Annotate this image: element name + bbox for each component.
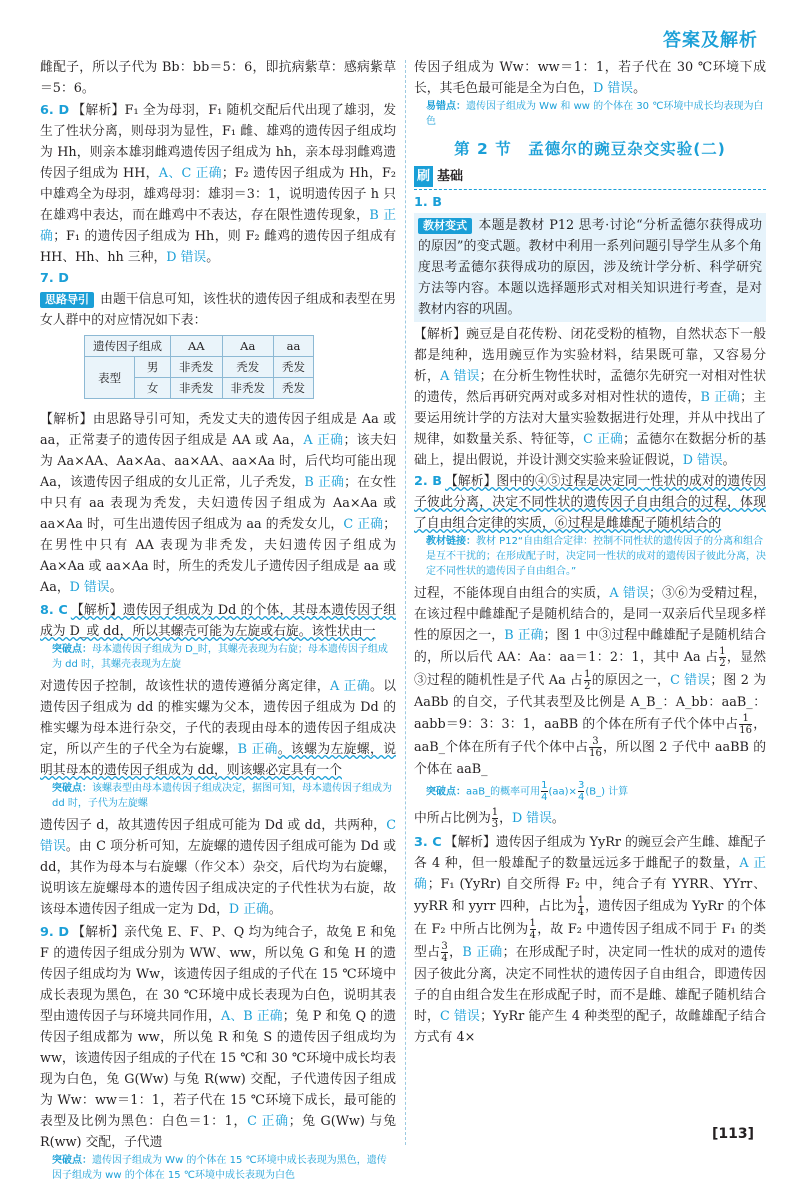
denominator: 4: [541, 792, 548, 803]
thinking-guide: [40, 289, 396, 331]
analysis-text: ；在分析生物性状时，孟德尔先研究一对相对性状的遗传，然后再研究两对或多对相对性状的遗传，: [414, 369, 767, 405]
table-cell-sex: 男: [135, 357, 171, 378]
question-7-header: [40, 268, 396, 289]
analysis-text: 【解析】图中的④⑤过程是决定同一性状的成对的遗传因子彼此分离，决定不同性状的遗传因子自由组合的过程，体现了自由组合定律的实质，⑥过程是雌雄配子随机结合的: [414, 474, 767, 531]
table-cell: 秃发: [274, 378, 314, 399]
tip-label: 突破点：: [52, 783, 92, 794]
basics-label: 基础: [437, 169, 464, 184]
verdict: C 正确: [343, 517, 384, 532]
analysis-text: ；F₁ (YyRr) 自交所得 F₂ 中，纯合子有 YYRR、YYrr、yyRR 和 yyrr 四种，占比为: [414, 877, 766, 914]
tip-text: aaB_的概率可用: [466, 786, 541, 798]
table-row-label: 表型: [85, 357, 135, 399]
fraction: [530, 918, 536, 941]
left-column: [40, 57, 396, 1187]
analysis-text: 的原因之一，: [591, 673, 671, 688]
numerator: 1: [719, 646, 726, 657]
analysis-text: ，所以图 2 子代中 aaBB 的个体在 aaB_: [414, 740, 767, 777]
breakthrough-tip: [426, 780, 766, 803]
question-8: [40, 600, 396, 642]
question-number: 8. C: [40, 603, 68, 618]
verdict: C 正确: [247, 1114, 289, 1129]
question-number: 7. D: [40, 271, 69, 286]
analysis-text: 【解析】亲代兔 E、F、P、Q 均为纯合子，故兔 E 和兔 F 的遗传因子组成分别为 WW、ww，所以兔 G 和兔 H 的遗传因子组成均为 Ww，该遗传因子组成的子代在 15 ℃环境中成长表现为黑色，在 30 ℃环境中成长表现为白色，说明其表型由遗传因子与环境共同作用，: [40, 925, 397, 1024]
analysis-text: 对遗传因子控制，故该性状的遗传遵循分离定律，: [40, 679, 330, 694]
verdict: B 正确: [237, 742, 278, 757]
denominator: 4: [441, 953, 448, 964]
verdict: C 正确: [583, 432, 624, 447]
denominator: 2: [584, 681, 591, 692]
column-divider: [405, 60, 406, 1145]
analysis-text: ，故 F₂ 中遗传因子组成不同于 F₁ 的类型占: [414, 922, 766, 960]
verdict: B 正确: [504, 628, 544, 643]
fraction: [578, 895, 584, 918]
analysis-text: ；在形成配子时，决定同一性状的成对的遗传因子彼此分离，决定不同性状的遗传因子自由组合，即遗传因子的自由组合发生在形成配子时，而不是雌、雄配子随机结合时，: [414, 945, 767, 1024]
question-2-cont: [414, 583, 766, 780]
denominator: 2: [719, 658, 726, 669]
question-number: 1. B: [414, 195, 442, 210]
numerator: 1: [584, 669, 591, 680]
carryover-text: 雌配子，所以子代为 Bb：bb＝5：6，即抗病紫草：感病紫草＝5：6。: [40, 60, 396, 96]
analysis-text: ；兔 G(Ww) 与兔 R(ww) 交配，子代遗: [40, 1114, 396, 1150]
verdict: C 错误: [40, 818, 396, 854]
tip-label: 突破点：: [52, 1155, 92, 1166]
numerator: 3: [589, 736, 602, 748]
fraction: [492, 807, 498, 830]
numerator: 1: [739, 713, 752, 725]
analysis-text: ；兔 P 和兔 Q 的遗传因子组成都为 ww，所以兔 R 和兔 S 的遗传因子组成均为 ww，该遗传因子组成的子代在 15 ℃和 30 ℃环境中成长均表现为白色，兔 G(Ww) 与兔 R(ww) 交配，子代遗传因子组成为 Ww：ww＝1：1，若子代在 15 ℃环境下成长，最可能的表型及比例为黑色：白色＝1：1，: [40, 1009, 397, 1129]
analysis-text: ；③⑥为受精过程，在该过程中雌雄配子是随机结合的，是同一双亲后代呈现多样性的原因之一，: [414, 586, 767, 643]
question-6: [40, 100, 396, 268]
table-cell: 非秃发: [171, 357, 223, 378]
question-number: 9. D: [40, 925, 70, 940]
denominator: 4: [529, 930, 536, 941]
verdict: B 正确: [700, 390, 741, 405]
analysis-text: ，: [499, 811, 512, 826]
question-3: [414, 832, 766, 1048]
analysis-text: 中所占比例为: [414, 811, 491, 826]
denominator: 4: [577, 792, 585, 803]
fraction: [584, 669, 590, 692]
table-row: [85, 357, 314, 378]
basics-mark: 刷: [414, 166, 433, 187]
question-number: 6. D: [40, 103, 70, 118]
breakthrough-tip: [52, 1153, 396, 1183]
analysis-text: ；图 2 为 AaBb 的自交，子代其表型及比例是 A_B_：A_bb：aaB_：aabb＝9：3：3：1，aaBB 的个体在所有子代个体中占: [414, 673, 767, 732]
textbook-variant-box: [414, 213, 766, 322]
question-number: 2. B: [414, 474, 443, 489]
fraction: [719, 646, 725, 669]
page-number: [113]: [711, 1126, 754, 1142]
mistake-tip: [426, 99, 766, 129]
punctuation: 。: [722, 453, 736, 468]
verdict: D 错误: [682, 453, 723, 468]
table-header-cell: Aa: [222, 336, 274, 357]
verdict: A 错误: [609, 586, 649, 601]
tip-text: (aa)×: [548, 786, 577, 798]
verdict: D 错误: [593, 81, 634, 96]
guide-text: 由题干信息可知，该性状的遗传因子组成和表型在男女人群中的对应情况如下表：: [40, 292, 396, 328]
verdict: C 错误: [440, 1009, 481, 1024]
tip-label: 教材链接：: [426, 536, 476, 547]
table-cell: 非秃发: [171, 378, 223, 399]
analysis-text: 【解析】F₁ 全为母羽，F₁ 随机交配后代出现了雄羽，发生了性状分离，则母羽为显性，F₁ 雌、雄鸡的遗传因子组成均为 Hh，则亲本雄羽雌鸡遗传因子组成为 hh，亲本母羽雌鸡遗传因子组成为 HH，: [40, 103, 397, 181]
analysis-text: ，: [448, 945, 463, 960]
analysis-text: ，显然③过程的随机性是子代 Aa 占: [414, 650, 767, 688]
analysis-text: ；该夫妇为 Aa×AA、Aa×Aa、aa×AA、aa×Aa 时，后代均可能出现 Aa，该遗传因子组成的女儿正常，儿子秃发，: [40, 433, 396, 490]
punctuation: 。: [109, 580, 123, 595]
question-8-cont2: [40, 815, 396, 920]
analysis-text: ；图 1 中③过程中雌雄配子是随机结合的，所以后代 AA：Aa：aa＝1：2：1，其中 Aa 占: [414, 628, 766, 665]
punctuation: 。: [268, 902, 282, 917]
table-cell: 秃发: [274, 357, 314, 378]
punctuation: 。: [633, 81, 646, 96]
textbook-link-tip: [426, 534, 766, 579]
variant-text: 本题是教材 P12 思考·讨论“分析孟德尔获得成功的原因”的变式题。教材中利用一系列问题引导学生从多个角度思考孟德尔获得成功的原因，涉及统计学分析、科学研究方法等内容。本题以选择题形式对相关知识进行考查，是对教材内容的巩固。: [418, 218, 762, 317]
analysis-text: ，aaB_个体在所有子代个体中占: [414, 717, 766, 755]
basics-heading: [414, 166, 766, 190]
tip-label: 易错点：: [426, 101, 466, 112]
denominator: 4: [577, 907, 585, 918]
analysis-text: 遗传因子 d，故其遗传因子组成可能为 Dd 或 dd，共两种，: [40, 818, 387, 833]
analysis-text: ；在男性中只有 AA 表现为非秃发，夫妇遗传因子组成为 Aa×Aa 或 aa×Aa 时，所生的秃发儿子遗传因子组成是 aa 或 Aa，: [40, 517, 396, 595]
table-cell: 非秃发: [222, 378, 274, 399]
tip-text: 母本遗传因子组成为 D_时，其螺壳表现为右旋；母本遗传因子组成为 dd 时，其螺壳表现为左旋: [52, 644, 388, 670]
verdict: B 正确: [40, 208, 396, 244]
denominator: 16: [589, 748, 602, 759]
tip-label: 突破点：: [52, 644, 92, 655]
numerator: 3: [441, 941, 448, 952]
question-2: [414, 471, 766, 534]
verdict: A 正确: [329, 679, 371, 694]
verdict: A 正确: [414, 856, 767, 892]
question-number: 3. C: [414, 835, 442, 850]
tip-text: 遗传因子组成为 Ww 和 ww 的个体在 30 ℃环境中成长均表现为白色: [426, 101, 764, 127]
question-2-cont2: [414, 807, 766, 830]
punctuation: 。: [551, 811, 565, 826]
table-header-cell: 遗传因子组成: [85, 336, 171, 357]
fraction: [739, 713, 752, 736]
verdict: D 错误: [511, 811, 552, 826]
fraction: [541, 780, 547, 803]
breakthrough-tip: [52, 781, 396, 811]
fraction: [441, 941, 447, 964]
table-header-row: [85, 336, 314, 357]
numerator: 3: [577, 780, 585, 791]
tip-text: 教材 P12“自由组合定律：控制不同性状的遗传因子的分离和组合是互不干扰的；在形成配子时，决定同一性状的成对的遗传因子彼此分离，决定不同性状的遗传因子自由组合。”: [426, 536, 766, 577]
question-9: [40, 922, 396, 1153]
table-header-cell: aa: [274, 336, 314, 357]
analysis-text: 过程，不能体现自由组合的实质，: [414, 586, 610, 601]
analysis-text: ；F₂ 遗传因子组成为 Hh，F₂ 中雄鸡全为母羽，雄鸡母羽：雄羽＝3：1，说明遗传因子 h 只在雄鸡中表达，而在雌鸡中不表达，存在限性遗传现象，: [40, 166, 397, 223]
question-8-cont: [40, 676, 396, 781]
thinking-guide-badge: 思路导引: [40, 292, 94, 308]
verdict: A、B 正确: [220, 1009, 283, 1024]
denominator: 3: [491, 819, 499, 830]
verdict: A 错误: [440, 369, 480, 384]
tip-text: (B_) 计算: [585, 786, 629, 798]
question-1-header: [414, 192, 766, 213]
analysis-text: ；主要运用统计学的方法对大量实验数据进行处理，并从中找出了规律，如数量关系、特征等，: [414, 390, 766, 447]
numerator: 1: [577, 895, 585, 906]
genotype-phenotype-table: [84, 335, 314, 399]
analysis-text: ，遗传因子组成为 YyRr 的个体在 F₂ 中所占比例为: [414, 899, 766, 937]
table-cell: 秃发: [222, 357, 274, 378]
right-column: [414, 57, 766, 1048]
analysis-text: ；在女性中只有 aa 表现为秃发，夫妇遗传因子组成为 Aa×Aa 或 aa×Aa 时，可生出遗传因子组成为 aa 的秃发女儿，: [40, 475, 397, 532]
header-title: 答案及解析: [663, 30, 758, 51]
analysis-text: 【解析】由思路导引可知，秃发丈夫的遗传因子组成是 Aa 或 aa，正常妻子的遗传因子组成是 AA 或 Aa，: [40, 412, 396, 448]
verdict: B 正确: [304, 475, 345, 490]
section-title: 第 2 节 孟德尔的豌豆杂交实验(二): [454, 140, 726, 158]
analysis-text: 传因子组成为 Ww：ww＝1：1，若子代在 30 ℃环境下成长，其毛色最可能是全为白色，: [414, 60, 766, 96]
question-7: [40, 409, 396, 598]
breakthrough-tip: [52, 642, 396, 672]
verdict: A、C 正确: [158, 166, 222, 181]
fraction: [589, 736, 602, 759]
fraction: [578, 780, 584, 803]
verdict: D 错误: [166, 250, 207, 265]
question-9-cont: [414, 57, 766, 99]
numerator: 1: [529, 918, 536, 929]
tip-text: 该螺表型由母本遗传因子组成决定，据图可知，母本遗传因子组成为 dd 时，子代为左旋螺: [52, 783, 392, 809]
numerator: 1: [541, 780, 548, 791]
numerator: 1: [491, 807, 499, 818]
verdict: A 正确: [303, 433, 344, 448]
analysis-text: 。该螺为左旋螺，说明其母本的遗传因子组成为 dd，则该螺必定具有一个: [40, 742, 396, 778]
punctuation: 。: [206, 250, 219, 265]
textbook-variant-badge: 教材变式: [418, 218, 472, 234]
tip-label: 突破点：: [426, 786, 466, 798]
tip-text: 遗传因子组成为 Ww 的个体在 15 ℃环境中成长表现为黑色，遗传因子组成为 ww 的个体在 15 ℃环境中成长表现为白色: [52, 1155, 387, 1181]
analysis-text: 【解析】遗传因子组成为 Dd 的个体，其母本遗传因子组成为 D_或 dd，所以其螺壳可能为左旋或右旋。该性状由一: [40, 603, 396, 639]
analysis-text: ；F₁ 的遗传因子组成为 Hh，则 F₂ 雌鸡的遗传因子组成有 HH、Hh、hh 三种，: [40, 229, 396, 265]
analysis-text: 。由 C 项分析可知，左旋螺的遗传因子组成可能为 Dd 或 dd，其作为母本与右旋螺（作父本）杂交，后代均为右旋螺，说明该左旋螺母本的遗传因子组成决定的子代性状为右旋，故该母本遗传因子组成一定为 Dd，: [40, 839, 397, 917]
denominator: 16: [739, 725, 752, 736]
verdict: B 正确: [462, 945, 503, 960]
table-cell-sex: 女: [135, 378, 171, 399]
question-1: [414, 324, 766, 471]
analysis-text: ；孟德尔在数据分析的基础上，提出假说，并设计测交实验来验证假说，: [414, 432, 767, 468]
analysis-text: 。以遗传因子组成为 dd 的椎实螺为父本，遗传因子组成为 Dd 的椎实螺为母本进行杂交，子代的表现由母本的遗传因子组成决定，所以产生的子代全为右旋螺，: [40, 679, 397, 757]
verdict: D 正确: [228, 902, 269, 917]
table-header-cell: AA: [171, 336, 223, 357]
analysis-text: 【解析】遗传因子组成为 YyRr 的豌豆会产生雌、雄配子各 4 种，但一般雄配子的数量远远多于雌配子的数量，: [414, 835, 766, 871]
verdict: C 错误: [670, 673, 711, 688]
analysis-text: 【解析】豌豆是自花传粉、闭花受粉的植物，自然状态下一般都是纯种，选用豌豆作为实验材料，结果既可靠，又容易分析，: [414, 327, 766, 384]
verdict: D 错误: [69, 580, 110, 595]
analysis-text: ；YyRr 能产生 4 种类型的配子，故雌雄配子结合方式有 4×: [414, 1009, 767, 1045]
